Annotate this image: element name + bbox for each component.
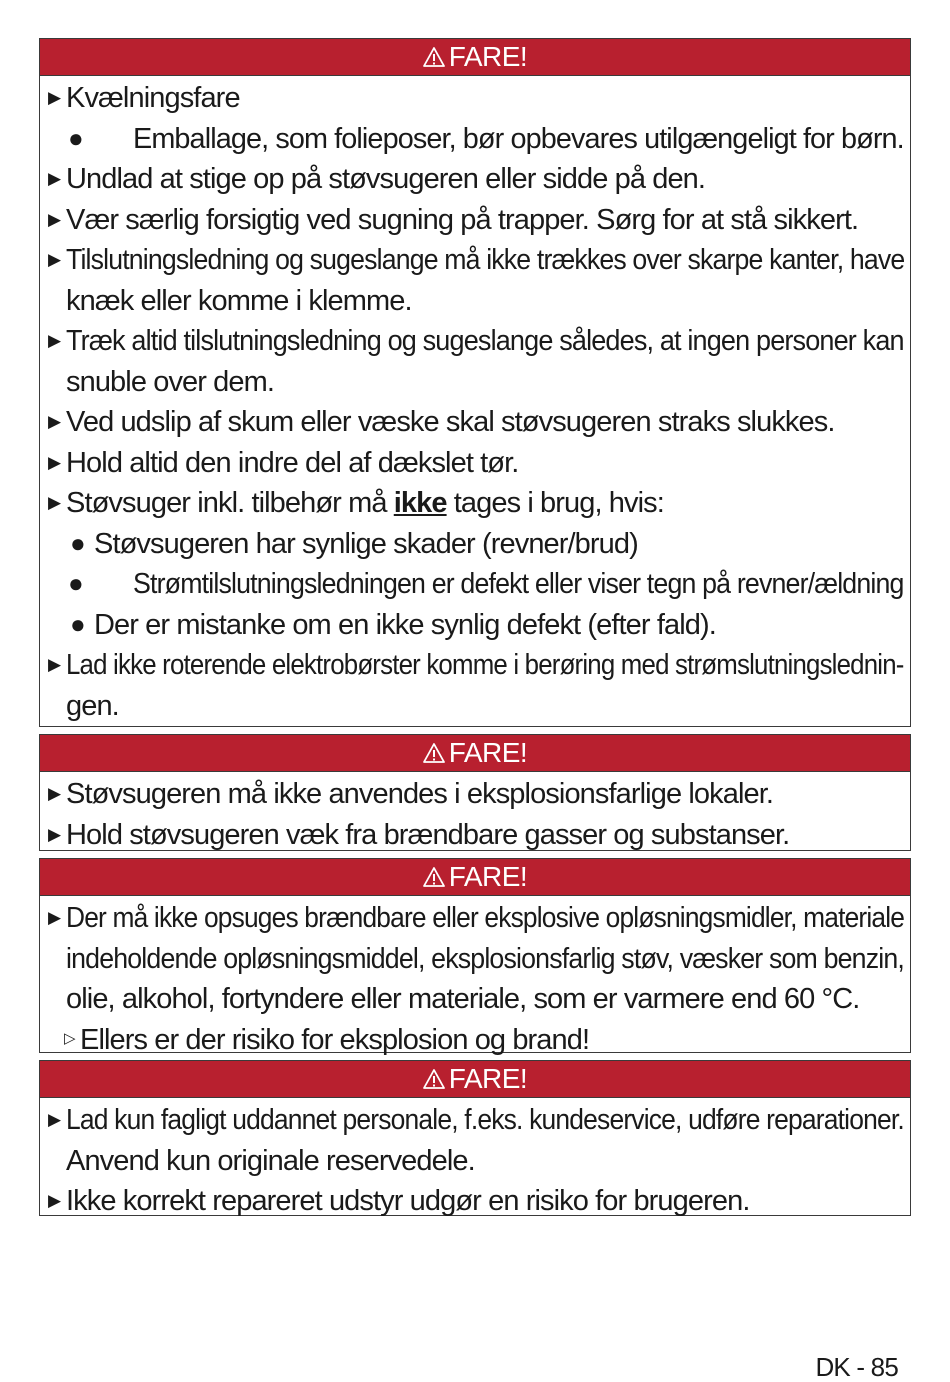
danger-box-4 [39,1060,911,1216]
list-item: ● Emballage, som folieposer, bør opbevares utilgængeligt for børn. [68,122,904,155]
danger-box-2 [39,734,911,851]
list-item: ● Strømtilslutningsledningen er defekt eller viser tegn på revner/ældning [68,568,904,600]
list-item: ▶ Tilslutningsledning og sugeslange må ikke trækkes over skarpe kanter, have knæk eller komme i klemme. [48,244,905,317]
list-item: ● Støvsugeren har synlige skader (revner/brud) [70,527,638,560]
warning-triangle-icon [423,743,445,763]
danger-header [40,1061,910,1098]
danger-header-label: FARE! [448,41,528,72]
result-item: ▷ Ellers er der risiko for eksplosion og brand! [64,1023,590,1056]
warning-triangle-icon [423,47,445,67]
danger-header [40,859,910,896]
list-item: ▶ Hold støvsugeren væk fra brændbare gasser og substanser. [48,818,790,851]
list-item: ▶ Støvsuger inkl. tilbehør må ikke tages i brug, hvis: [48,487,664,519]
warning-triangle-icon [423,1069,445,1089]
warning-triangle-icon [423,867,445,887]
list-item: ▶ Der må ikke opsuges brændbare eller eksplosive opløsningsmidler, materiale indeholdende opløsningsmiddel, eksplosionsfarlig støv, væsker som benzin, olie, alkohol, fortyndere eller materiale, som er varmere end 60 °C. [48,902,905,1015]
danger-header-label: FARE! [448,861,528,892]
danger-header [40,39,910,76]
list-item: ▶ Lad kun fagligt uddannet personale, f.eks. kundeservice, udføre reparationer. Anvend kun originale reservedele. [48,1104,904,1177]
danger-header-label: FARE! [448,1063,528,1094]
list-item: ▶ Kvælningsfare [48,82,240,114]
page-number: DK - 85 [815,1352,898,1382]
danger-box-3 [39,858,911,1056]
list-item: ● Der er mistanke om en ikke synlig defekt (efter fald). [70,608,716,641]
list-item: ▶ Lad ikke roterende elektrobørster komme i berøring med strømslutningslednin- gen. [48,649,904,722]
danger-header [40,735,910,772]
list-item: ▶ Undlad at stige op på støvsugeren eller sidde på den. [48,163,706,195]
danger-header-label: FARE! [448,737,528,768]
list-item: ▶ Træk altid tilslutningsledning og sugeslange således, at ingen personer kan snuble over dem. [48,325,904,398]
list-item: ▶ Støvsugeren må ikke anvendes i eksplosionsfarlige lokaler. [48,778,774,810]
danger-box-1 [39,38,911,727]
list-item: ▶ Ved udslip af skum eller væske skal støvsugeren straks slukkes. [48,406,835,438]
list-item: ▶ Ikke korrekt repareret udstyr udgør en risiko for brugeren. [48,1185,750,1217]
emphasis-ikke: ikke [393,487,447,519]
list-item: ▶ Vær særlig forsigtig ved sugning på trapper. Sørg for at stå sikkert. [48,203,859,236]
list-item: ▶ Hold altid den indre del af dækslet tør. [48,446,519,479]
